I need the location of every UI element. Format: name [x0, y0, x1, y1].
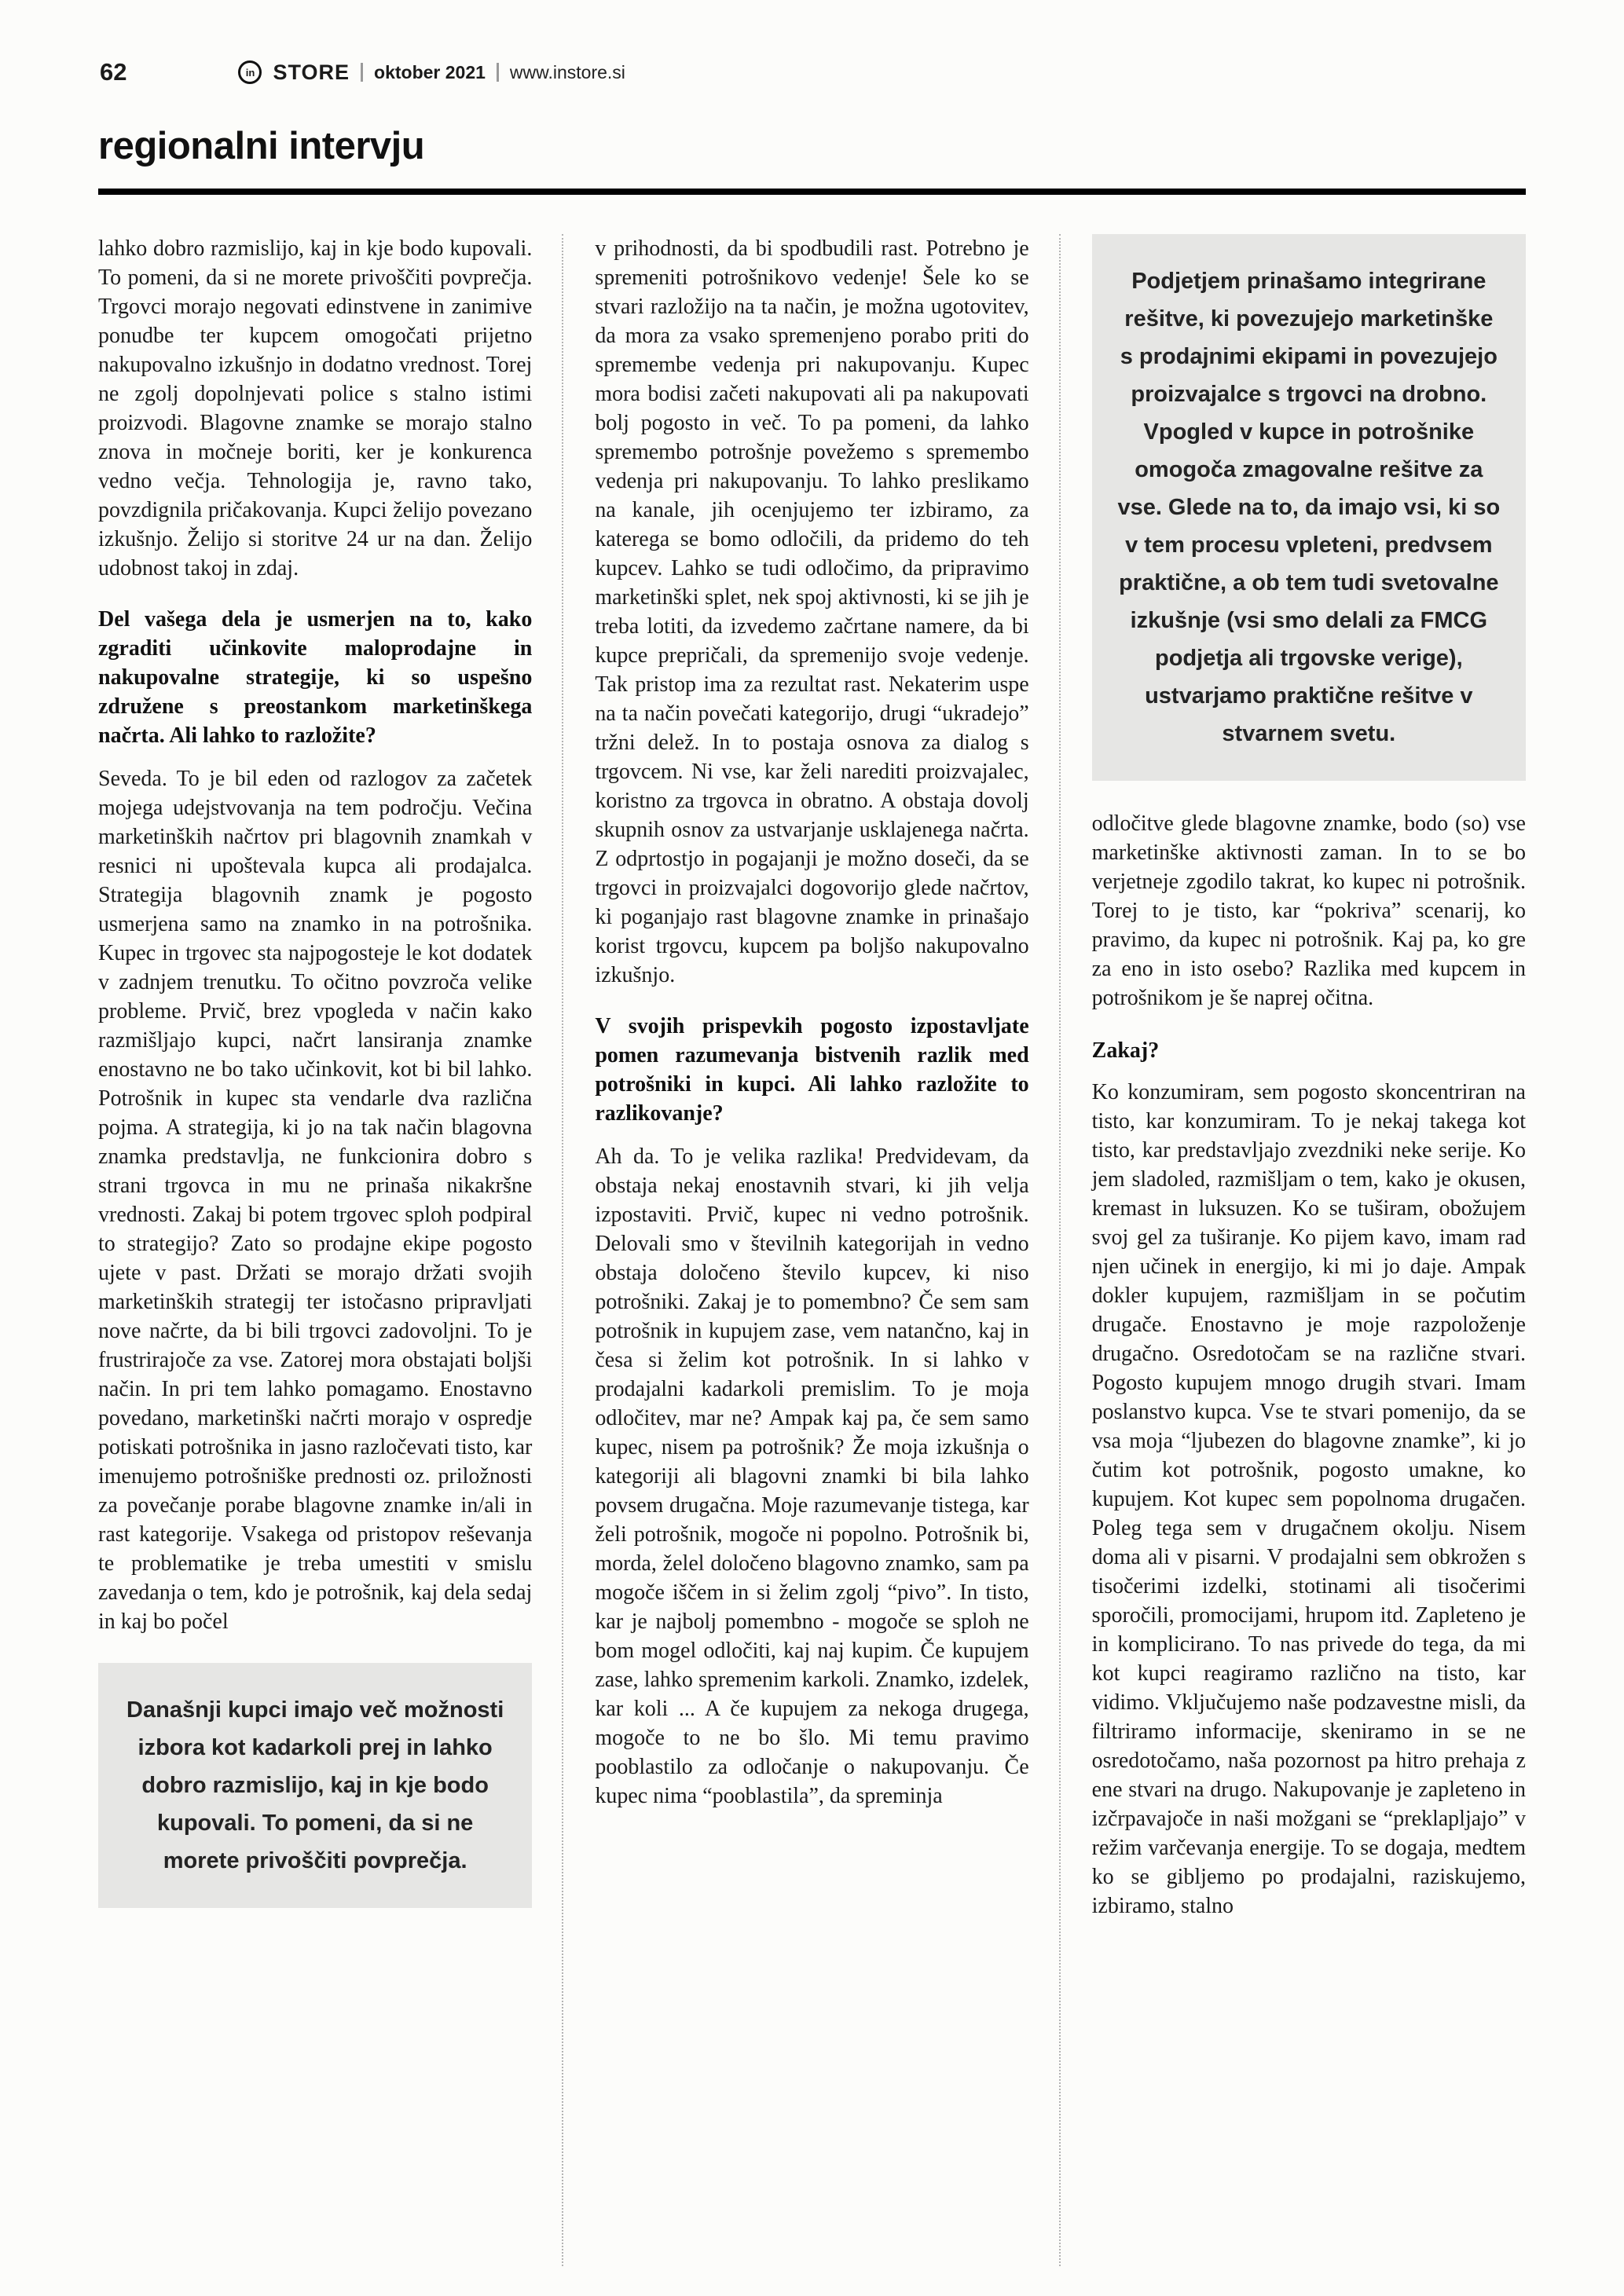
- magazine-name: STORE: [273, 60, 350, 84]
- column-3: [1059, 234, 1526, 2266]
- section-title-block: [98, 124, 1526, 195]
- paragraph: v prihodnosti, da bi spodbudili rast. Potrebno je spremeniti potrošnikovo vedenje! Šele ko se stvari razložijo na ta način, je možna ugotovitev, da mora za vsako spremenjeno porabo priti do spremembe vedenja pri nakupovanju. Kupec mora bodisi začeti nakupovati ali pa nakupovati bolj pogosto in več. To pa pomeni, da lahko spremembo potrošnje povežemo s spremembo vedenja pri nakupovanju. To lahko preslikamo na kanale, jih ocenjujemo ter izbiramo, za katerega se bomo odločili, da pridemo do teh kupcev. Lahko se tudi odločimo, da pripravimo marketinški splet, nek spoj aktivnosti, ki se jih je treba lotiti, da izvedemo začrtane namere, da bi kupce prepričali, da spremenijo svoje vedenje. Tak pristop ima za rezultat rast. Nekaterim uspe na ta način povečati kategorijo, drugi “ukradejo” tržni delež. In to postaja osnova za dialog s trgovcem. Ni vse, kar želi narediti proizvajalec, koristno za trgovca in obratno. A obstaja dovolj skupnih osnov za ustvarjanje usklajenega načrta. Z odprtostjo in pogajanji je možno doseči, da se trgovci in proizvajalci dogovorijo glede načrtov, ki poganjajo rast blagovne znamke in prinašajo korist trgovcu, kupcem pa boljšo nakupovalno izkušnjo.: [595, 236, 1029, 987]
- magazine-masthead: [238, 60, 625, 85]
- issue-date: oktober 2021: [374, 61, 486, 82]
- divider-rule: [98, 189, 1526, 195]
- column-2: [562, 234, 1058, 2266]
- column-1: [98, 234, 562, 2266]
- interview-question: Zakaj?: [1091, 1038, 1160, 1063]
- website-url: www.instore.si: [509, 61, 625, 82]
- logo-icon-text: in: [245, 66, 255, 79]
- interview-answer: Seveda. To je bil eden od razlogov za začetek mojega udejstvovanja na tem področju. Večina marketinških načrtov pri blagovnih znamkah v resnici ni upoštevala kupca ali prodajalca. Strategija blagovnih znamk je pogosto usmerjena samo na znamko in na potrošnika. Kupec in trgovec sta najpogosteje le kot dodatek v zadnjem trenutku. To očitno povzroča velike probleme. Prvič, brez vpogleda v način kako razmišljajo kupci, načrt lansiranja znamke enostavno ne bo tako učinkovit, kot bi bil lahko. Potrošnik in kupec sta vendarle dva različna pojma. A strategija, ki jo na tak način blagovna znamka predstavlja, ne funkcionira dobro s strani trgovca in mu ne prinaša nikakršne vrednosti. Zakaj bi potem trgovec sploh podpiral to strategijo? Zato so prodajne ekipe pogosto ujete v past. Držati se morajo držati svojih marketinških strategij ter istočasno pripravljati nove načrte, da bi bili trgovci zadovoljni. To je frustrirajoče za vse. Zatorej mora obstajati boljši način. In pri tem lahko pomagamo. Enostavno povedano, marketinški načrti morajo v ospredje potiskati potrošnika in jasno razločevati tisto, kar imenujemo potrošniške prednosti oz. priložnosti za povečanje porabe blagovne znamke in/ali in rast kategorije. Vsakega od pristopov reševanja te problematike je treba umestiti v smislu zavedanja o tem, kdo je potrošnik, kaj dela sedaj in kaj bo počel: [98, 767, 533, 1634]
- pull-quote-box: [98, 1663, 532, 1908]
- instore-logo-icon: [238, 60, 262, 84]
- page-header: [100, 58, 1524, 86]
- interview-question: Del vašega dela je usmerjen na to, kako zgraditi učinkovite maloprodajne in nakupovalne strategije, ki so uspešno združene s preostankom marketinškega načrta. Ali lahko to razložite?: [98, 607, 533, 748]
- paragraph: lahko dobro razmislijo, kaj in kje bodo kupovali. To pomeni, da si ne morete privoščiti povprečja. Trgovci morajo negovati edinstvene in zanimive ponudbe ter kupcem omogočati prijetno nakupovalno izkušnjo in dodatno vrednost. Torej ne zgolj dopolnjevati police s stalno istimi proizvodi. Blagovne znamke se morajo stalno znova in močneje boriti, ker je konkurenca vedno večja. Tehnologija je, ravno tako, povzdignila pričakovanja. Kupci želijo povezano izkušnjo. Želijo si storitve 24 ur na dan. Želijo udobnost takoj in zdaj.: [98, 236, 533, 580]
- section-title: regionalni intervju: [98, 125, 425, 167]
- pull-quote-box: [1092, 234, 1526, 781]
- paragraph: odločitve glede blagovne znamke, bodo (so) vse marketinške aktivnosti zaman. In to se bo verjetneje zgodilo takrat, ko kupec ni potrošnik. Torej to je tisto, kar “pokriva” scenarij, ko pravimo, da kupec ni potrošnik. Kaj pa, ko gre za eno in isto osebo? Razlika med kupcem in potrošnikom je še naprej očitna.: [1091, 811, 1526, 1010]
- article-columns: [98, 234, 1526, 2266]
- header-separator: [361, 63, 363, 82]
- interview-question: V svojih prispevkih pogosto izpostavljate pomen razumevanja bistvenih razlik med potrošniki in kupci. Ali lahko razložite to razlikovanje?: [595, 1014, 1029, 1126]
- page-number: 62: [100, 58, 127, 86]
- interview-answer: Ko konzumiram, sem pogosto skoncentriran na tisto, kar konzumiram. To je nekaj takega kot tisto, kar predstavljajo zvezdniki neke serije. Ko jem sladoled, razmišljam o tem, kako je okusen, kremast in luksuzen. Ko se tuširam, obožujem svoj gel za tuširanje. Ko pijem kavo, imam rad njen učinek in energijo, ki mi jo daje. Ampak dokler kupujem, razmišljam in se počutim drugače. Enostavno je moje razpoloženje drugačno. Osredotočam se na različne stvari. Pogosto kupujem mnogo drugih stvari. Imam poslanstvo kupca. Vse te stvari pomenijo, da se vsa moja “ljubezen do blagovne znamke”, ki jo čutim kot potrošnik, pogosto umakne, ko kupujem. Kot kupec sem popolnoma drugačen. Poleg tega sem v drugačnem okolju. Nisem doma ali v pisarni. V prodajalni sem obkrožen s tisočerimi izdelki, stotinami ali tisočerimi sporočili, promocijami, hrupom itd. Zapleteno je in komplicirano. To nas privede do tega, da mi kot kupci reagiramo različno na tisto, kar vidimo. Vključujemo naše podzavestne misli, da filtriramo informacije, skeniramo in se ne osredotočamo, naša pozornost pa hitro prehaja z ene stvari na drugo. Nakupovanje je zapleteno in izčrpavajoče in naši možgani se “preklapljajo” v režim varčevanja energije. To se dogaja, medtem ko se gibljemo po prodajalni, raziskujemo, izbiramo, stalno: [1091, 1080, 1526, 1918]
- interview-answer: Ah da. To je velika razlika! Predvidevam, da obstaja nekaj enostavnih stvari, ki jih velja izpostaviti. Prvič, kupec ni vedno potrošnik. Delovali smo v številnih kategorijah in vedno obstaja določeno število kupcev, ki niso potrošniki. Zakaj je to pomembno? Če sem sam potrošnik in kupujem zase, vem natančno, kaj in česa si želim kot potrošnik. In si lahko v prodajalni kadarkoli premislim. To je moja odločitev, mar ne? Ampak kaj pa, če sem samo kupec, nisem pa potrošnik? Že moja izkušnja o kategoriji ali blagovni znamki bi bila lahko povsem drugačna. Moje razumevanje tistega, kar želi potrošnik, mogoče ni popolno. Potrošnik bi, morda, želel določeno blagovno znamko, sam pa mogoče iščem in si želim zgolj “pivo”. In tisto, kar je najbolj pomembno - mogoče se sploh ne bom mogel odločiti, kaj naj kupim. Če kupujem zase, lahko spremenim karkoli. Znamko, izdelek, kar koli ... A če kupujem za nekoga drugega, mogoče to ne bo šlo. Mi temu pravimo pooblastilo za odločanje o nakupovanju. Če kupec nima “pooblastila”, da spreminja: [595, 1144, 1029, 1808]
- header-separator: [497, 63, 499, 82]
- pull-quote-text: Današnji kupci imajo več možnosti izbora kot kadarkoli prej in lahko dobro razmislijo, kaj in kje bodo kupovali. To pomeni, da si ne morete privoščiti povprečja.: [126, 1697, 504, 1873]
- pull-quote-text: Podjetjem prinašamo integrirane rešitve, ki povezujejo marketinške s prodajnimi ekipami in povezujejo proizvajalce s trgovci na drobno. Vpogled v kupce in potrošnike omogoča zmagovalne rešitve za vse. Glede na to, da imajo vsi, ki so v tem procesu vpleteni, predvsem praktične, a ob tem tudi svetovalne izkušnje (vsi smo delali za FMCG podjetja ali trgovske verige), ustvarjamo praktične rešitve v stvarnem svetu.: [1117, 269, 1501, 746]
